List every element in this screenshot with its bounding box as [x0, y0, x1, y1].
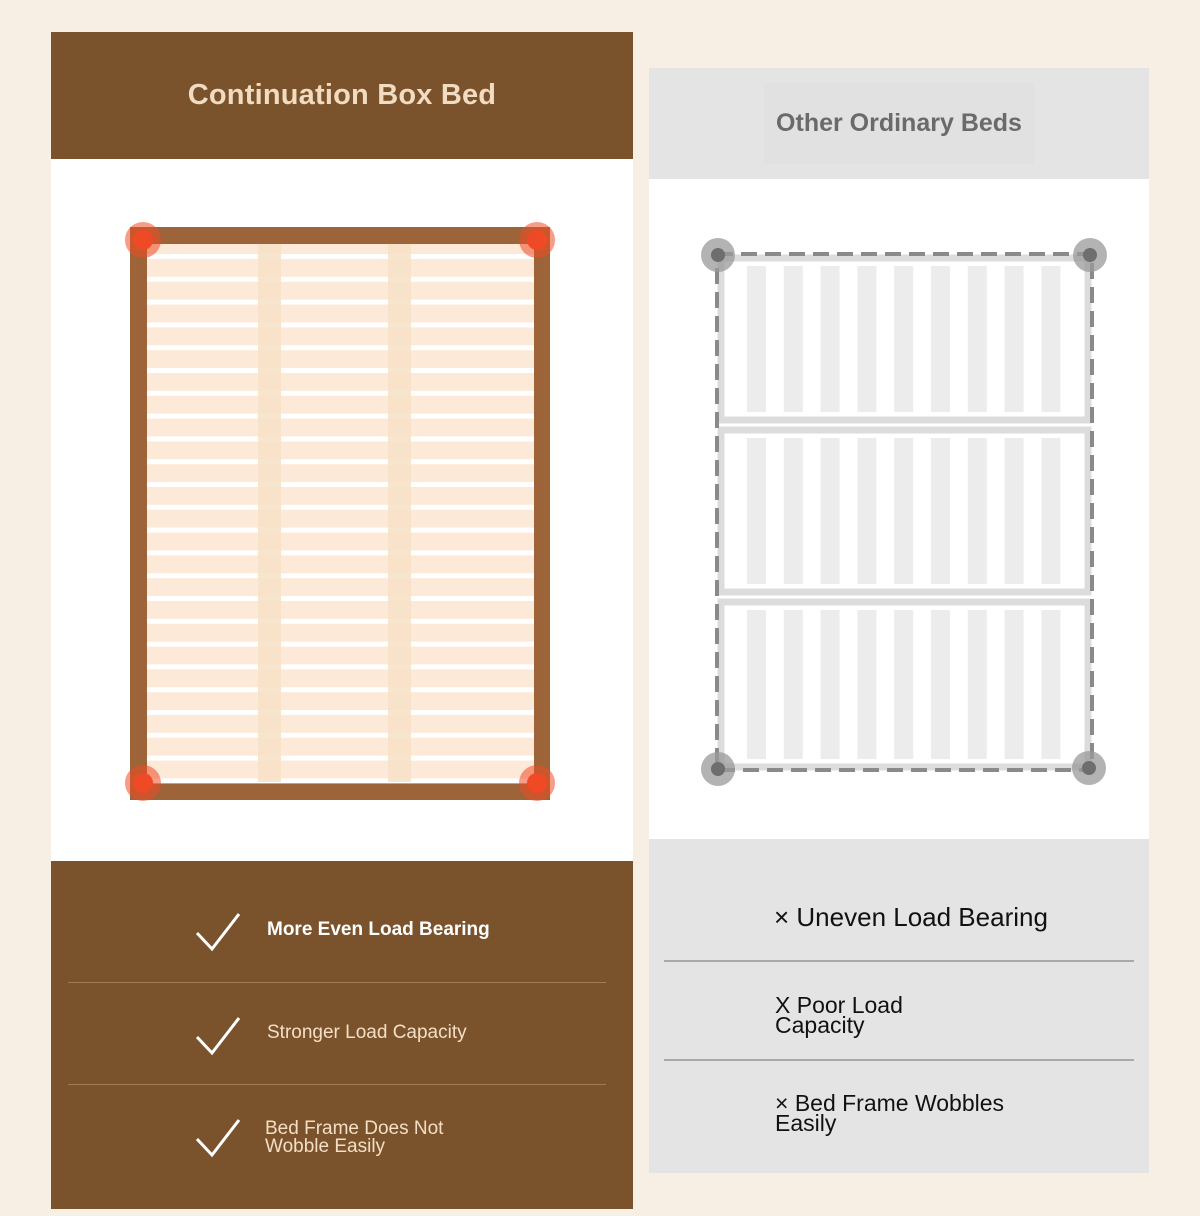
corner-dot-top-right	[1083, 248, 1097, 262]
feature-label: More Even Load Bearing	[267, 919, 490, 940]
bed-slat	[931, 266, 950, 412]
right-features-list	[649, 839, 1149, 1173]
divider	[664, 960, 1134, 962]
corner-dot-top-right	[527, 230, 547, 250]
bed-slat	[857, 266, 876, 412]
bed-slat	[747, 266, 766, 412]
bed-slat	[747, 438, 766, 584]
bed-slat	[1041, 610, 1060, 759]
left-features-list	[51, 861, 633, 1209]
bed-slat	[1005, 610, 1024, 759]
bed-slat	[821, 266, 840, 412]
bed-slat-gap	[147, 482, 534, 487]
bed-slat	[784, 438, 803, 584]
feature-label: Bed Frame Does Not Wobble Easily	[265, 1118, 444, 1157]
bed-slat-gap	[147, 391, 534, 396]
bed-slat	[894, 438, 913, 584]
right-panel-title: Other Ordinary Beds	[764, 83, 1034, 164]
check-icon	[194, 911, 242, 953]
divider	[664, 1059, 1134, 1061]
bed-slat	[968, 438, 987, 584]
bed-slat-gap	[147, 368, 534, 373]
ordinary-bed-illustration	[649, 68, 1149, 839]
bed-slat	[857, 610, 876, 759]
bed-slat	[821, 610, 840, 759]
bed-slat-gap	[147, 459, 534, 464]
bed-slat	[784, 610, 803, 759]
bed-slat-gap	[147, 277, 534, 282]
bed-slat	[747, 610, 766, 759]
corner-dot-top-left	[711, 248, 725, 262]
feature-item	[68, 1009, 606, 1059]
bed-slat	[894, 266, 913, 412]
feature-item	[68, 1112, 606, 1172]
feature-label: Stronger Load Capacity	[267, 1022, 467, 1043]
bed-slat	[968, 610, 987, 759]
continuation-bed-panel	[51, 32, 633, 1209]
bed-slat-gap	[147, 414, 534, 419]
bed-slat-gap	[147, 710, 534, 715]
bed-slat	[931, 610, 950, 759]
feature-label: × Bed Frame Wobbles Easily	[775, 1090, 1005, 1136]
divider	[68, 982, 606, 983]
corner-dot-bottom-left	[133, 773, 153, 793]
bed-slat-gap	[147, 436, 534, 441]
bed-slat	[821, 438, 840, 584]
left-panel-title: Continuation Box Bed	[187, 79, 497, 111]
bed-slat	[1005, 266, 1024, 412]
continuation-bed-illustration	[51, 32, 633, 861]
bed-slat-gap	[147, 778, 534, 783]
check-icon	[194, 1015, 242, 1057]
bed-slat	[1005, 438, 1024, 584]
bed-slat	[931, 438, 950, 584]
feature-item	[68, 907, 606, 957]
corner-dot-top-left	[133, 230, 153, 250]
bed-slat-gap	[147, 687, 534, 692]
bed-slat	[857, 438, 876, 584]
bed-slat-gap	[147, 664, 534, 669]
bed-slat	[784, 266, 803, 412]
corner-dot-bottom-left	[711, 762, 725, 776]
bed-slat	[894, 610, 913, 759]
ordinary-bed-panel	[649, 68, 1149, 1173]
bed-slat	[1041, 266, 1060, 412]
bed-slat-gap	[147, 322, 534, 327]
bed-slat-gap	[147, 596, 534, 601]
bed-sections	[721, 258, 1088, 767]
bed-slat-gap	[147, 756, 534, 761]
divider	[68, 1084, 606, 1085]
bed-slat-gap	[147, 505, 534, 510]
corner-dot-bottom-right	[527, 773, 547, 793]
bed-slat-gap	[147, 573, 534, 578]
bed-slat-gap	[147, 550, 534, 555]
bed-slat-gap	[147, 642, 534, 647]
center-support-left	[258, 244, 281, 782]
bed-slat	[1041, 438, 1060, 584]
bed-slat-gap	[147, 300, 534, 305]
corner-dot-bottom-right	[1082, 761, 1096, 775]
bed-slat-gap	[147, 254, 534, 259]
bed-slat-gap	[147, 528, 534, 533]
check-icon	[194, 1117, 242, 1159]
bed-slat	[968, 266, 987, 412]
bed-slat-gap	[147, 345, 534, 350]
feature-label: X Poor Load Capacity	[775, 992, 903, 1038]
bed-slat-gap	[147, 733, 534, 738]
bed-slat-gap	[147, 619, 534, 624]
feature-label: × Uneven Load Bearing	[774, 902, 1048, 932]
center-support-right	[388, 244, 411, 782]
